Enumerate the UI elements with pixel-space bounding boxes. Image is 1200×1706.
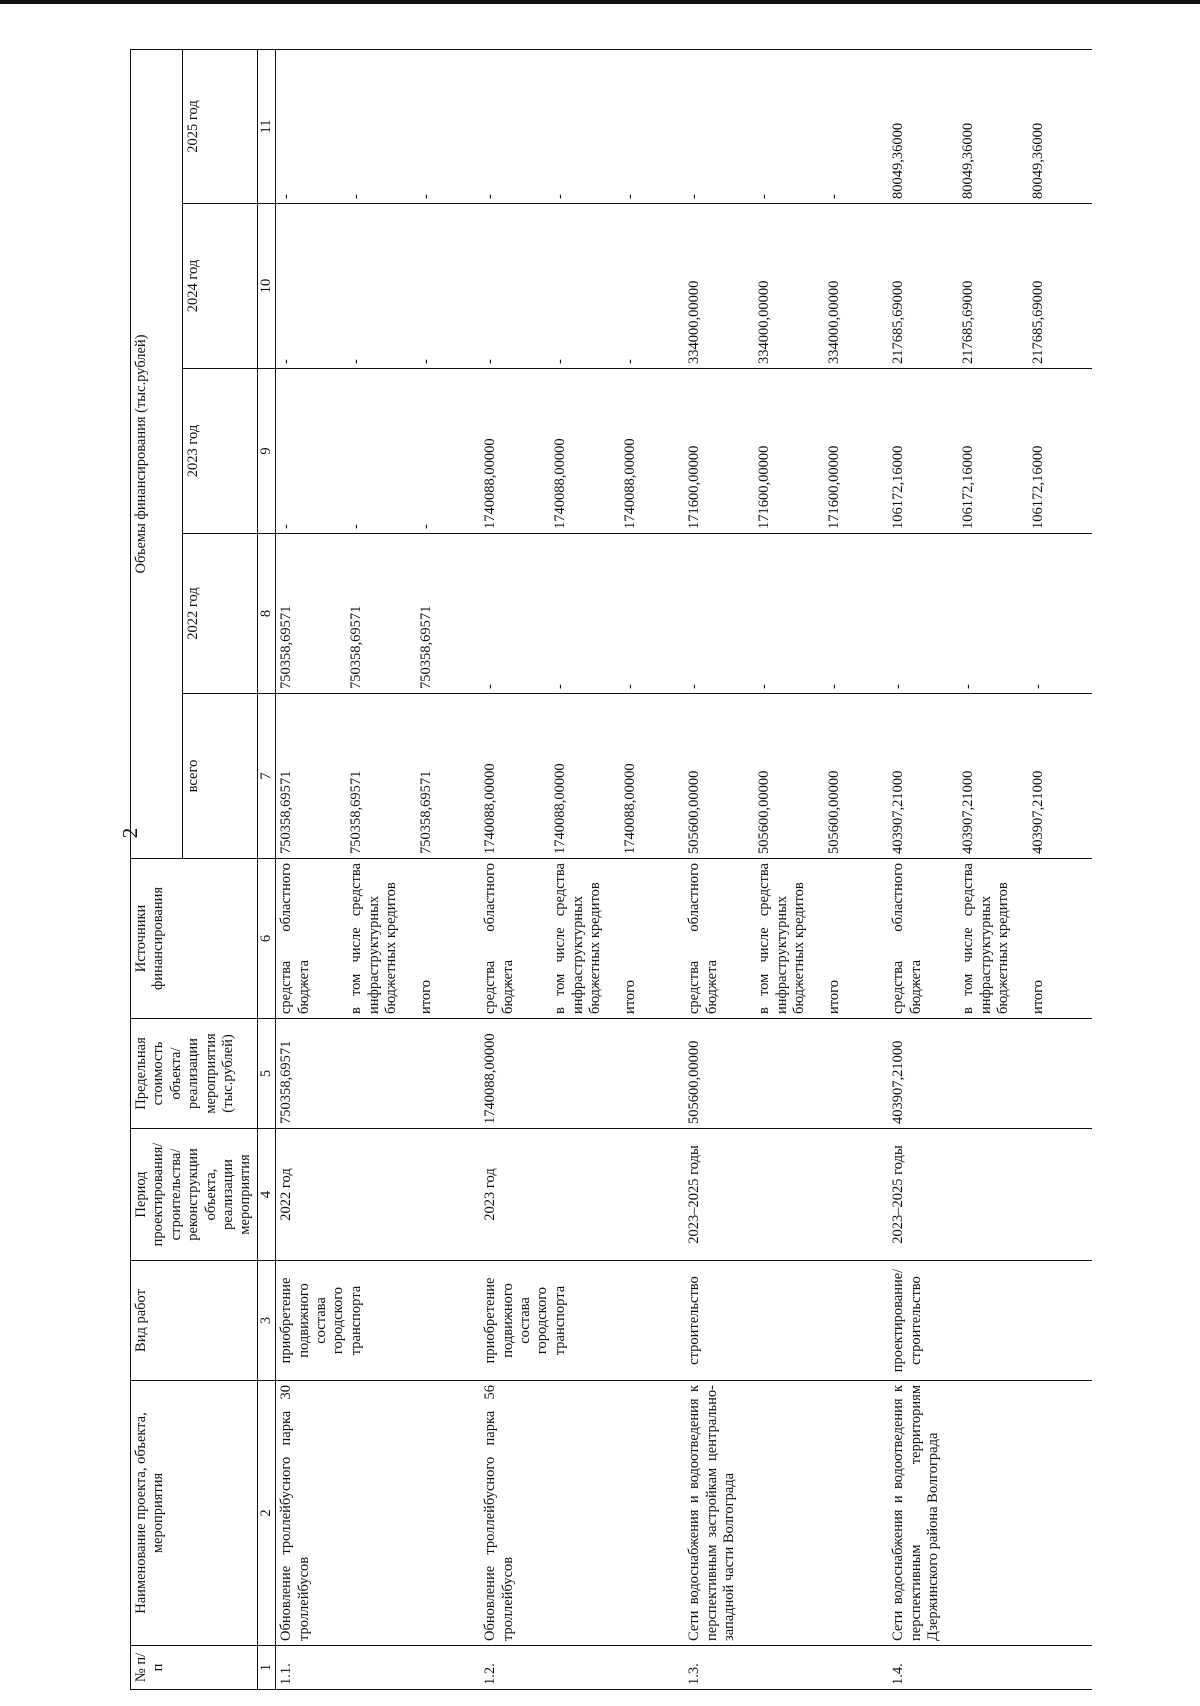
amount-cell: - — [480, 534, 550, 694]
funding-source: средства областного бюджета — [684, 859, 754, 1019]
rotated-table-container — [130, 50, 1090, 1690]
item-period: 2023–2025 годы — [684, 1129, 888, 1261]
item-name: Обновление троллейбусного парка 56 троллейбусов — [480, 1381, 684, 1646]
column-number-cell: 9 — [257, 369, 275, 534]
header-total: всего — [182, 694, 257, 859]
amount-cell: - — [480, 50, 550, 204]
amount-cell: 334000,00000 — [824, 204, 888, 369]
amount-cell: 750358,69571 — [346, 534, 416, 694]
amount-cell: - — [684, 50, 754, 204]
amount-cell: - — [416, 204, 480, 369]
cost-limit: 403907,21000 — [888, 1019, 1092, 1129]
funding-source: в том числе средства инфраструктурных бюджетных кредитов — [346, 859, 416, 1019]
column-number-cell: 1 — [257, 1646, 275, 1690]
funding-source: средства областного бюджета — [480, 859, 550, 1019]
item-period: 2023 год — [480, 1129, 684, 1261]
funding-source: в том числе средства инфраструктурных бюджетных кредитов — [550, 859, 620, 1019]
page-top-border — [0, 0, 1200, 4]
table-row — [276, 50, 347, 1690]
work-type: проектирование/ строительство — [888, 1261, 1092, 1381]
column-number-cell: 10 — [257, 204, 275, 369]
amount-cell: - — [276, 204, 347, 369]
funding-source: средства областного бюджета — [888, 859, 958, 1019]
amount-cell: - — [824, 50, 888, 204]
table-body — [257, 50, 1092, 1690]
amount-cell: 106172,16000 — [958, 369, 1028, 534]
amount-cell: 171600,00000 — [824, 369, 888, 534]
header-work-type: Вид работ — [131, 1261, 258, 1381]
amount-cell: 750358,69571 — [416, 694, 480, 859]
amount-cell: 750358,69571 — [346, 694, 416, 859]
amount-cell: - — [550, 204, 620, 369]
amount-cell: 750358,69571 — [276, 694, 347, 859]
funding-source: средства областного бюджета — [276, 859, 347, 1019]
funding-source: в том числе средства инфраструктурных бюджетных кредитов — [754, 859, 824, 1019]
cost-limit: 1740088,00000 — [480, 1019, 684, 1129]
header-financing-group: Объемы финансирования (тыс.рублей) — [131, 50, 183, 859]
item-period: 2022 год — [276, 1129, 481, 1261]
page-number: 2 — [118, 827, 142, 839]
item-period: 2023–2025 годы — [888, 1129, 1092, 1261]
header-cost: Предельная стоимость объекта/ реализации мероприятия (тыс.рублей) — [131, 1019, 258, 1129]
amount-cell: 217685,69000 — [958, 204, 1028, 369]
amount-cell: - — [620, 204, 684, 369]
header-2024: 2024 год — [182, 204, 257, 369]
work-type: строительство — [684, 1261, 888, 1381]
table-row — [888, 50, 958, 1690]
column-number-cell: 4 — [257, 1129, 275, 1261]
financing-table — [130, 49, 1092, 1690]
amount-cell: - — [276, 369, 347, 534]
header-2025: 2025 год — [182, 50, 257, 204]
cost-limit: 505600,00000 — [684, 1019, 888, 1129]
amount-cell: 505600,00000 — [754, 694, 824, 859]
amount-cell: 80049,36000 — [958, 50, 1028, 204]
amount-cell: 80049,36000 — [1028, 50, 1092, 204]
amount-cell: - — [620, 50, 684, 204]
amount-cell: - — [550, 50, 620, 204]
header-period: Период проектирования/ строительства/ реконструкции объекта, реализации мероприятия — [131, 1129, 258, 1261]
column-number-cell: 3 — [257, 1261, 275, 1381]
amount-cell: - — [684, 534, 754, 694]
header-2022: 2022 год — [182, 534, 257, 694]
column-number-cell: 2 — [257, 1381, 275, 1646]
amount-cell: 750358,69571 — [276, 534, 347, 694]
amount-cell: 334000,00000 — [684, 204, 754, 369]
header-num: № п/п — [131, 1646, 258, 1690]
header-name: Наименование проекта, объекта, мероприятия — [131, 1381, 258, 1646]
amount-cell: 171600,00000 — [684, 369, 754, 534]
amount-cell: 1740088,00000 — [620, 694, 684, 859]
item-number: 1.2. — [480, 1646, 684, 1690]
table-row — [684, 50, 754, 1690]
column-number-row — [257, 50, 275, 1690]
amount-cell: 1740088,00000 — [550, 694, 620, 859]
amount-cell: 217685,69000 — [888, 204, 958, 369]
amount-cell: 106172,16000 — [888, 369, 958, 534]
item-number: 1.3. — [684, 1646, 888, 1690]
column-number-cell: 8 — [257, 534, 275, 694]
amount-cell: 334000,00000 — [754, 204, 824, 369]
amount-cell: 403907,21000 — [958, 694, 1028, 859]
amount-cell: - — [346, 204, 416, 369]
amount-cell: 1740088,00000 — [480, 369, 550, 534]
funding-source: итого — [824, 859, 888, 1019]
amount-cell: 505600,00000 — [824, 694, 888, 859]
header-2023: 2023 год — [182, 369, 257, 534]
amount-cell: - — [1028, 534, 1092, 694]
item-number: 1.4. — [888, 1646, 1092, 1690]
amount-cell: - — [754, 534, 824, 694]
amount-cell: - — [888, 534, 958, 694]
amount-cell: - — [480, 204, 550, 369]
amount-cell: 217685,69000 — [1028, 204, 1092, 369]
funding-source: итого — [416, 859, 480, 1019]
item-number: 1.1. — [276, 1646, 481, 1690]
amount-cell: - — [754, 50, 824, 204]
amount-cell: - — [276, 50, 347, 204]
funding-source: в том числе средства инфраструктурных бюджетных кредитов — [958, 859, 1028, 1019]
amount-cell: - — [958, 534, 1028, 694]
amount-cell: 80049,36000 — [888, 50, 958, 204]
column-number-cell: 5 — [257, 1019, 275, 1129]
amount-cell: 1740088,00000 — [550, 369, 620, 534]
funding-source: итого — [1028, 859, 1092, 1019]
cost-limit: 750358,69571 — [276, 1019, 481, 1129]
amount-cell: 106172,16000 — [1028, 369, 1092, 534]
amount-cell: - — [416, 50, 480, 204]
amount-cell: 750358,69571 — [416, 534, 480, 694]
header-sources: Источники финансирования — [131, 859, 258, 1019]
amount-cell: 403907,21000 — [1028, 694, 1092, 859]
amount-cell: - — [550, 534, 620, 694]
column-number-cell: 6 — [257, 859, 275, 1019]
amount-cell: - — [346, 50, 416, 204]
amount-cell: 505600,00000 — [684, 694, 754, 859]
amount-cell: 1740088,00000 — [480, 694, 550, 859]
column-number-cell: 11 — [257, 50, 275, 204]
work-type: приобретение подвижного состава городского транспорта — [276, 1261, 481, 1381]
amount-cell: - — [346, 369, 416, 534]
table-row — [480, 50, 550, 1690]
item-name: Сети водоснабжения и водоотведения к перспективным территориям Дзержинского района Волгограда — [888, 1381, 1092, 1646]
amount-cell: - — [416, 369, 480, 534]
amount-cell: 403907,21000 — [888, 694, 958, 859]
item-name: Сети водоснабжения и водоотведения к перспективным застройкам центрально-западной части Волгограда — [684, 1381, 888, 1646]
item-name: Обновление троллейбусного парка 30 троллейбусов — [276, 1381, 481, 1646]
amount-cell: 171600,00000 — [754, 369, 824, 534]
column-number-cell: 7 — [257, 694, 275, 859]
amount-cell: 1740088,00000 — [620, 369, 684, 534]
amount-cell: - — [824, 534, 888, 694]
work-type: приобретение подвижного состава городского транспорта — [480, 1261, 684, 1381]
amount-cell: - — [620, 534, 684, 694]
funding-source: итого — [620, 859, 684, 1019]
